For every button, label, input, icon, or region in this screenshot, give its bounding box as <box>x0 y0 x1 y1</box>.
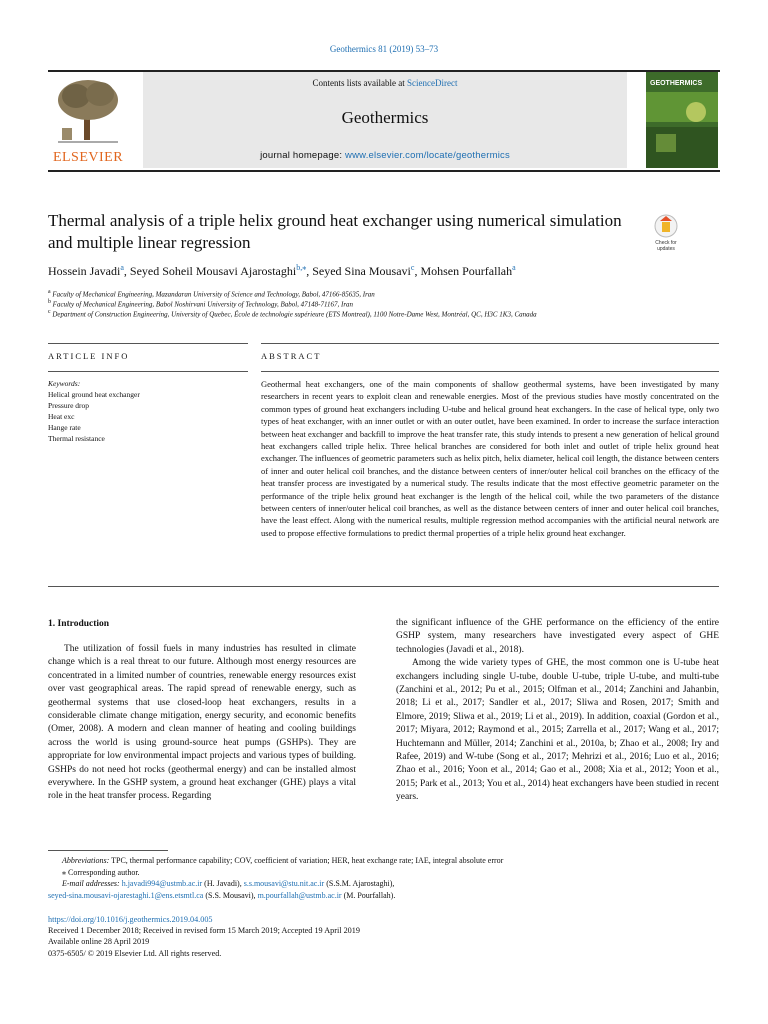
abbreviations-text: TPC, thermal performance capability; COV, coefficient of variation; HER, heat exchange rate; IAE, integral absolute error <box>111 856 504 865</box>
abstract-text: Geothermal heat exchangers, one of the main components of shallow geothermal systems, have been investigated by many researchers in recent years to exploit clean and renewable energies. Most of the previous studies have mostly concentrated on the common types of ground heat exchangers including U-tube and helical ground heat exchangers. In the case of helical type, only two types of heat exchanger, with an inner outlet or with an outer outlet, have been examined. In order to increase the surface interaction between heat exchanger and backfill to improve the heat transfer rate, this study intends to present a new generation of helical ground heat exchangers called triple helix. Three helical branches are considered for both inlet and outlet of triple helix ground heat exchanger. The influences of geometric parameters such as helix pitch, helix diameter, helical coil length, the distance between centers of inner and outer helical coil branches, and the distance between centers of inner/outer helical coil branches on the efficacy of the heat transfer process are investigated by a numerical study. The results indicate that the most effective geometric parameter on the performance of the triple helix ground heat exchanger is the length of the helical coil, while the two parameters of the distance between centers of inner/outer helical coil branches, as well as the distance between centers of inner and outer helical coil branches, have the least effect. Along with the numerical results, multiple regression method accompanies with the artificial neural network are used to propose effective formulations to predict thermal properties of a triple helix ground heat exchanger. <box>261 379 719 538</box>
keyword: Helical ground heat exchanger <box>48 390 140 399</box>
author-affiliation-mark[interactable]: a <box>512 263 516 272</box>
copyright-notice: 0375-6505/ © 2019 Elsevier Ltd. All rights reserved. <box>48 948 222 958</box>
author-name: Hossein Javadi <box>48 264 121 278</box>
keywords-block <box>48 378 238 444</box>
intro-paragraph: Among the wide variety types of GHE, the most common one is U-tube heat exchangers including single U-tube, double U-tube, triple U-tube, and multi-tube (Zanchini et al., 2012; Pu et al., 2015; Olfman et al., 2014; Zanchini and Jahanbin, 2018; Li et al., 2017; Sandler et al., 2017; Sliwa and Rosen, 2017; Smith and Elmore, 2019; Sliwa et al., 2019; Li et al., 2019). In addition, coaxial (Gordon et al., 2017; Miyara, 2012; Raymond et al., 2015; Zarrella et al., 2017; Wang et al., 2017; Huchtemann and Müller, 2014; Zanchini et al., 2010a, b; Zhao et al., 2008; Iry and Rafee, 2019) and W-tube (Song et al., 2017; Mehrizi et al., 2016; Luo et al., 2016; Zhao et al., 2016; Yoon et al., 2014; Gao et al., 2008; Xia et al., 2012; Yoon et al., 2015; Park et al., 2013; You et al., 2014) heat exchangers have been studied in recent years. <box>396 658 719 803</box>
section-heading-introduction: 1. Introduction <box>48 619 110 629</box>
author-list: Hossein Javadi$^a$, Seyed Soheil Mousavi Ajarostaghi$^{b,⁎}$, Seyed Sina Mousavi$^c$, Mohsen Pourfallah$^a$ <box>48 263 516 278</box>
author-name: Seyed Soheil Mousavi Ajarostaghi <box>129 264 297 278</box>
affiliation-mark: b <box>48 299 51 305</box>
footnotes <box>48 855 728 901</box>
email-owner: (S.S. Mousavi), <box>203 890 258 900</box>
intro-paragraph: The utilization of fossil fuels in many industries has resulted in climate change which is a real threat to our future. Although most energy resources are concentrated in a limited number of countries, renewable energy resources exist over vast geographical areas. The rapid spread of renewable energy, such as geothermal systems that use closed-loop heat exchangers, results in a considerable climate change mitigation, energy security, and economic benefits (Omer, 2008). A modern and clean manner of heating and cooling buildings across the world is using ground-source heat pumps (GSHPs). They are appropriate for low environmental impact projects and various types of building. GSHPs do not need hot rocks (geothermal energy) and can be installed almost everywhere. In the GSHP system, a ground heat exchanger (GHE) plays a vital role in the heat transfer process. Regarding <box>48 644 356 802</box>
journal-homepage <box>143 150 627 161</box>
affiliation-mark: a <box>48 289 51 295</box>
article-info-heading: ARTICLE INFO <box>48 351 130 361</box>
email-owner: (S.S.M. Ajarostaghi), <box>324 879 395 888</box>
journal-cover-image[interactable] <box>646 72 718 168</box>
email-link[interactable]: h.javadi994@ustmb.ac.ir <box>121 879 203 888</box>
article-info-rule <box>48 371 248 372</box>
keyword: Hange rate <box>48 423 81 432</box>
author-name: Mohsen Pourfallah <box>420 264 513 278</box>
check-for-updates-button[interactable] <box>648 212 684 252</box>
affiliation-a <box>48 289 728 298</box>
email-link[interactable]: m.pourfallah@ustmb.ac.ir <box>257 890 342 900</box>
affiliation-text: Department of Construction Engineering, University of Quebec, École de technologie supérieure (ETS Montreal), 1100 Notre-Dame West, Montréal, QC, H3C 1K3, Canada <box>52 310 537 319</box>
intro-column-left <box>48 643 356 804</box>
sciencedirect-link[interactable]: ScienceDirect <box>407 78 458 88</box>
article-info-rule <box>48 343 248 344</box>
corresponding-author-note: ⁎ Corresponding author. <box>62 867 140 877</box>
affiliation-b <box>48 299 728 308</box>
available-online-date: Available online 28 April 2019 <box>48 937 150 947</box>
email-label: E-mail addresses: <box>62 879 120 888</box>
email-link[interactable]: seyed-sina.mousavi-ojarestaghi.1@ens.etsmtl.ca <box>48 890 204 900</box>
intro-column-right <box>396 617 719 805</box>
svg-text:updates: updates <box>657 246 675 252</box>
affiliation-c <box>48 309 728 318</box>
affiliation-mark: c <box>48 309 51 315</box>
abbreviations-label: Abbreviations: <box>62 856 110 865</box>
doi-link[interactable]: https://doi.org/10.1016/j.geothermics.2019.04.005 <box>48 915 213 924</box>
affiliation-text: Faculty of Mechanical Engineering, Babol Noshirvani University of Technology, Babol, 47148-71167, Iran <box>52 300 354 309</box>
footnote-rule <box>48 850 168 851</box>
keyword: Heat exc <box>48 412 75 421</box>
paper-title: Thermal analysis of a triple helix ground heat exchanger using numerical simulation and multiple linear regression <box>48 211 622 252</box>
abstract-rule <box>261 343 719 344</box>
journal-name: Geothermics <box>341 108 429 127</box>
publication-info <box>48 914 728 959</box>
journal-reference[interactable]: Geothermics 81 (2019) 53–73 <box>329 44 439 54</box>
keyword: Pressure drop <box>48 401 90 410</box>
header-bottom-rule <box>48 170 720 172</box>
intro-paragraph: the significant influence of the GHE performance on the efficiency of the entire GSHP system, many researchers have investigated every aspect of GHE technologies (Javadi et al., 2018). <box>396 618 719 655</box>
author-affiliation-mark[interactable]: b,⁎ <box>296 263 307 272</box>
email-owner: (M. Pourfallah). <box>341 890 396 900</box>
affiliation-text: Faculty of Mechanical Engineering, Mazandaran University of Science and Technology, Babol, 47166-85635, Iran <box>52 290 375 299</box>
publisher-name: ELSEVIER <box>52 150 124 165</box>
cover-title: GEOTHERMICS <box>650 80 703 87</box>
author-affiliation-mark[interactable]: a <box>120 263 124 272</box>
email-link[interactable]: s.s.mousavi@stu.nit.ac.ir <box>243 879 325 888</box>
svg-text:Check for: Check for <box>655 240 677 246</box>
abstract-heading: ABSTRACT <box>261 351 322 361</box>
email-owner: (H. Javadi), <box>202 879 244 888</box>
contents-prefix: Contents lists available at <box>312 78 407 88</box>
abstract-rule <box>261 371 719 372</box>
author-affiliation-mark[interactable]: c <box>410 263 415 272</box>
homepage-link[interactable]: www.elsevier.com/locate/geothermics <box>345 150 510 161</box>
abstract-bottom-rule <box>48 586 719 587</box>
homepage-prefix: journal homepage: <box>260 150 346 161</box>
contents-line <box>143 78 627 88</box>
keywords-label: Keywords: <box>48 379 81 388</box>
received-dates: Received 1 December 2018; Received in revised form 15 March 2019; Accepted 19 April 2019 <box>48 926 360 936</box>
keyword: Thermal resistance <box>48 434 105 443</box>
author-name: Seyed Sina Mousavi <box>312 264 411 278</box>
